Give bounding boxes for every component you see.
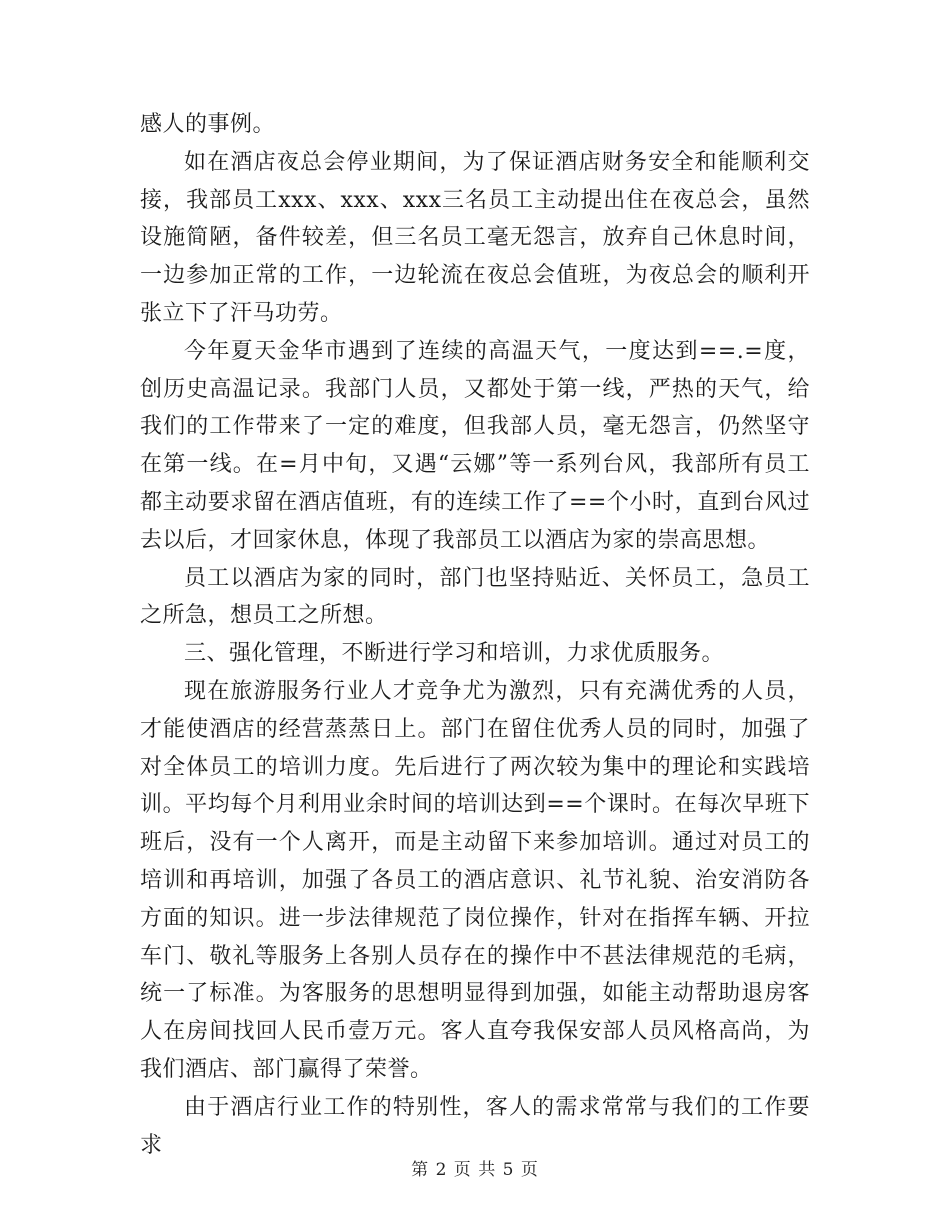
section-heading-3: 三、强化管理，不断进行学习和培训，力求优质服务。 bbox=[184, 641, 725, 667]
paragraph-2: 如在酒店夜总会停业期间，为了保证酒店财务安全和能顺利交接，我部员工xxx、xxx、xxx三名员工主动提出住在夜总会，虽然设施简陋，备件较差，但三名员工毫无怨言，放弃自己休息时间，一边参加正常的工作，一边轮流在夜总会值班，为夜总会的顺利开张立下了汗马功劳。 bbox=[140, 149, 810, 326]
page-footer: 第 2 页 共 5 页 bbox=[411, 1160, 539, 1180]
paragraph-4: 员工以酒店为家的同时，部门也坚持贴近、关怀员工，急员工之所急，想员工之所想。 bbox=[140, 565, 810, 629]
paragraph-6: 由于酒店行业工作的特别性，客人的需求常常与我们的工作要求 bbox=[140, 1094, 810, 1158]
document-body bbox=[140, 106, 810, 1164]
paragraph-5: 现在旅游服务行业人才竞争尤为激烈，只有充满优秀的人员，才能使酒店的经营蒸蒸日上。部门在留住优秀人员的同时，加强了对全体员工的培训力度。先后进行了两次较为集中的理论和实践培训。平均每个月利用业余时间的培训达到==个课时。在每次早班下班后，没有一个人离开，而是主动留下来参加培训。通过对员工的培训和再培训，加强了各员工的酒店意识、礼节礼貌、治安消防各方面的知识。进一步法律规范了岗位操作，针对在指挥车辆、开拉车门、敬礼等服务上各别人员存在的操作中不甚法律规范的毛病，统一了标准。为客服务的思想明显得到加强，如能主动帮助退房客人在房间找回人民币壹万元。客人直夸我保安部人员风格高尚，为我们酒店、部门赢得了荣誉。 bbox=[140, 678, 810, 1082]
paragraph-1: 感人的事例。 bbox=[140, 112, 276, 137]
paragraph-3: 今年夏天金华市遇到了连续的高温天气，一度达到==.=度，创历史高温记录。我部门人员，又都处于第一线，严热的天气，给我们的工作带来了一定的难度，但我部人员，毫无怨言，仍然坚守在第一线。在=月中旬，又遇“云娜”等一系列台风，我部所有员工都主动要求留在酒店值班，有的连续工作了==个小时，直到台风过去以后，才回家休息，体现了我部员工以酒店为家的崇高思想。 bbox=[140, 338, 810, 553]
